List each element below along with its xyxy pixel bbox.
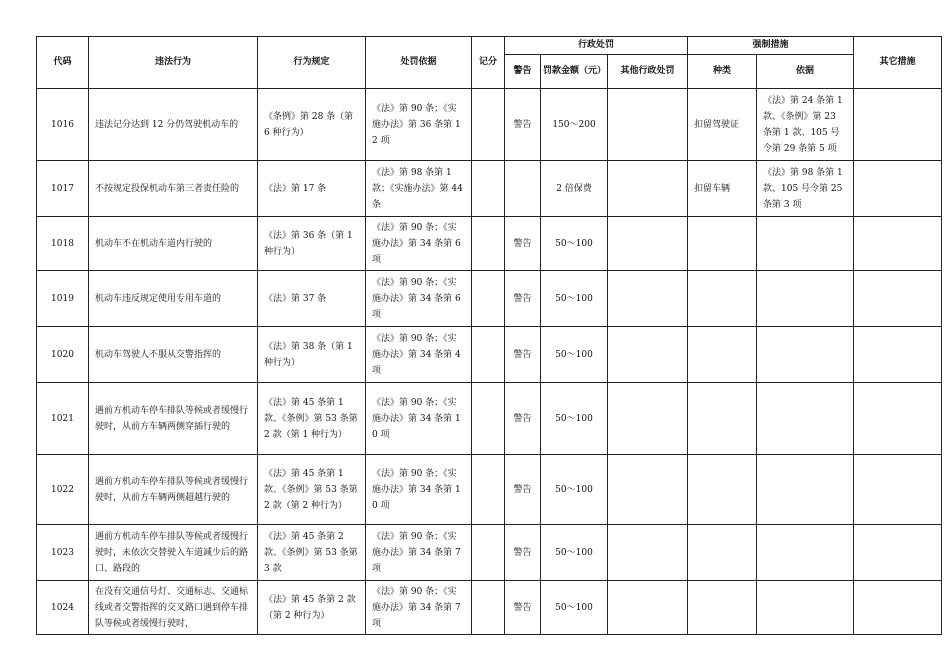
cell-fine: 50～100 — [541, 525, 608, 581]
header-points: 记分 — [472, 37, 505, 89]
cell-enforcement-type: 扣留车辆 — [688, 161, 757, 217]
cell-regulation: 《法》第 36 条（第 1 种行为） — [258, 217, 366, 271]
cell-points — [472, 217, 505, 271]
cell-basis: 《法》第 90 条；《实施办法》第 34 条第 7 项 — [366, 581, 472, 635]
cell-warning — [505, 161, 541, 217]
cell-basis: 《法》第 90 条；《实施办法》第 34 条第 4 项 — [366, 327, 472, 383]
cell-code: 1017 — [37, 161, 89, 217]
header-code: 代码 — [37, 37, 89, 89]
cell-regulation: 《法》第 45 条第 1 款、《条例》第 53 条第 2 款（第 2 种行为） — [258, 455, 366, 525]
cell-other-penalty — [608, 455, 688, 525]
cell-enforcement-type — [688, 383, 757, 455]
cell-other-penalty — [608, 89, 688, 161]
cell-basis: 《法》第 90 条；《实施办法》第 34 条第 6 项 — [366, 217, 472, 271]
cell-enforcement-basis — [757, 383, 854, 455]
cell-regulation: 《法》第 45 条第 1 款、《条例》第 53 条第 2 款（第 1 种行为） — [258, 383, 366, 455]
cell-other-penalty — [608, 327, 688, 383]
cell-violation: 违法记分达到 12 分仍驾驶机动车的 — [89, 89, 258, 161]
cell-enforcement-type — [688, 271, 757, 327]
cell-basis: 《法》第 90 条；《实施办法》第 34 条第 6 项 — [366, 271, 472, 327]
cell-points — [472, 327, 505, 383]
cell-code: 1016 — [37, 89, 89, 161]
cell-points — [472, 271, 505, 327]
cell-warning: 警告 — [505, 271, 541, 327]
header-enforcement: 强制措施 — [688, 37, 854, 55]
cell-enforcement-type — [688, 455, 757, 525]
cell-basis: 《法》第 90 条；《实施办法》第 36 条第 12 项 — [366, 89, 472, 161]
cell-basis: 《法》第 90 条；《实施办法》第 34 条第 10 项 — [366, 455, 472, 525]
table-row — [37, 271, 942, 327]
cell-other — [854, 525, 942, 581]
header-penalty-basis: 处罚依据 — [366, 37, 472, 89]
cell-other-penalty — [608, 217, 688, 271]
cell-other — [854, 455, 942, 525]
cell-regulation: 《条例》第 28 条（第 6 种行为） — [258, 89, 366, 161]
cell-code: 1024 — [37, 581, 89, 635]
cell-warning: 警告 — [505, 383, 541, 455]
cell-basis: 《法》第 98 条第 1 款；《实施办法》第 44 条 — [366, 161, 472, 217]
table-row — [37, 581, 942, 635]
cell-code: 1023 — [37, 525, 89, 581]
header-enforcement-type: 种类 — [688, 55, 757, 89]
cell-other — [854, 581, 942, 635]
cell-enforcement-basis: 《法》第 24 条第 1 款、《条例》第 23 条第 1 款、105 号令第 29 条第 5 项 — [757, 89, 854, 161]
cell-other-penalty — [608, 271, 688, 327]
cell-violation: 不按规定投保机动车第三者责任险的 — [89, 161, 258, 217]
table-row — [37, 455, 942, 525]
cell-warning: 警告 — [505, 525, 541, 581]
cell-enforcement-type: 扣留驾驶证 — [688, 89, 757, 161]
cell-code: 1018 — [37, 217, 89, 271]
cell-regulation: 《法》第 38 条（第 1 种行为） — [258, 327, 366, 383]
cell-other-penalty — [608, 383, 688, 455]
table-row — [37, 217, 942, 271]
cell-points — [472, 581, 505, 635]
cell-code: 1020 — [37, 327, 89, 383]
cell-fine: 50～100 — [541, 455, 608, 525]
cell-regulation: 《法》第 45 条第 2 款（第 2 种行为） — [258, 581, 366, 635]
cell-enforcement-type — [688, 525, 757, 581]
cell-enforcement-basis — [757, 455, 854, 525]
document-page — [36, 36, 942, 635]
header-violation: 违法行为 — [89, 37, 258, 89]
cell-warning: 警告 — [505, 581, 541, 635]
cell-other — [854, 217, 942, 271]
cell-enforcement-basis — [757, 271, 854, 327]
cell-violation: 遇前方机动车停车排队等候或者缓慢行驶时，未依次交替驶入车道减少后的路口、路段的 — [89, 525, 258, 581]
header-regulation: 行为规定 — [258, 37, 366, 89]
cell-enforcement-type — [688, 217, 757, 271]
table-row — [37, 525, 942, 581]
cell-violation: 遇前方机动车停车排队等候或者缓慢行驶时，从前方车辆两侧穿插行驶的 — [89, 383, 258, 455]
cell-fine: 150～200 — [541, 89, 608, 161]
cell-points — [472, 525, 505, 581]
cell-enforcement-basis — [757, 525, 854, 581]
table-row — [37, 89, 942, 161]
cell-code: 1021 — [37, 383, 89, 455]
table-row — [37, 327, 942, 383]
cell-fine: 50～100 — [541, 327, 608, 383]
cell-regulation: 《法》第 17 条 — [258, 161, 366, 217]
header-enforcement-basis: 依据 — [757, 55, 854, 89]
cell-other — [854, 327, 942, 383]
cell-points — [472, 383, 505, 455]
cell-enforcement-basis — [757, 581, 854, 635]
cell-points — [472, 161, 505, 217]
cell-basis: 《法》第 90 条；《实施办法》第 34 条第 10 项 — [366, 383, 472, 455]
cell-fine: 50～100 — [541, 581, 608, 635]
cell-other-penalty — [608, 525, 688, 581]
cell-fine: 50～100 — [541, 271, 608, 327]
cell-regulation: 《法》第 45 条第 2 款、《条例》第 53 条第 3 款 — [258, 525, 366, 581]
table-body — [37, 89, 942, 635]
header-other-admin-penalty: 其他行政处罚 — [608, 55, 688, 89]
cell-warning: 警告 — [505, 327, 541, 383]
cell-other — [854, 383, 942, 455]
header-row-1 — [37, 37, 942, 55]
cell-other — [854, 271, 942, 327]
cell-enforcement-basis — [757, 327, 854, 383]
header-warning: 警告 — [505, 55, 541, 89]
cell-enforcement-type — [688, 327, 757, 383]
cell-fine: 50～100 — [541, 217, 608, 271]
cell-enforcement-basis — [757, 217, 854, 271]
cell-other — [854, 161, 942, 217]
cell-points — [472, 89, 505, 161]
cell-basis: 《法》第 90 条；《实施办法》第 34 条第 7 项 — [366, 525, 472, 581]
table-row — [37, 161, 942, 217]
cell-violation: 机动车驾驶人不服从交警指挥的 — [89, 327, 258, 383]
cell-violation: 遇前方机动车停车排队等候或者缓慢行驶时，从前方车辆两侧超越行驶的 — [89, 455, 258, 525]
cell-regulation: 《法》第 37 条 — [258, 271, 366, 327]
cell-violation: 机动车不在机动车道内行驶的 — [89, 217, 258, 271]
cell-other-penalty — [608, 581, 688, 635]
cell-points — [472, 455, 505, 525]
header-other-measures: 其它措施 — [854, 37, 942, 89]
header-fine-amount: 罚款金额（元） — [541, 55, 608, 89]
cell-fine: 50～100 — [541, 383, 608, 455]
table-row — [37, 383, 942, 455]
cell-other-penalty — [608, 161, 688, 217]
cell-fine: 2 倍保费 — [541, 161, 608, 217]
cell-enforcement-type — [688, 581, 757, 635]
cell-warning: 警告 — [505, 455, 541, 525]
cell-code: 1022 — [37, 455, 89, 525]
violation-table — [36, 36, 942, 635]
cell-violation: 机动车违反规定使用专用车道的 — [89, 271, 258, 327]
cell-warning: 警告 — [505, 89, 541, 161]
cell-code: 1019 — [37, 271, 89, 327]
cell-enforcement-basis: 《法》第 98 条第 1 款、105 号令第 25 条第 3 项 — [757, 161, 854, 217]
cell-warning: 警告 — [505, 217, 541, 271]
header-admin-penalty: 行政处罚 — [505, 37, 688, 55]
cell-other — [854, 89, 942, 161]
cell-violation: 在没有交通信号灯、交通标志、交通标线或者交警指挥的交叉路口遇到停车排队等候或者缓慢行驶时， — [89, 581, 258, 635]
